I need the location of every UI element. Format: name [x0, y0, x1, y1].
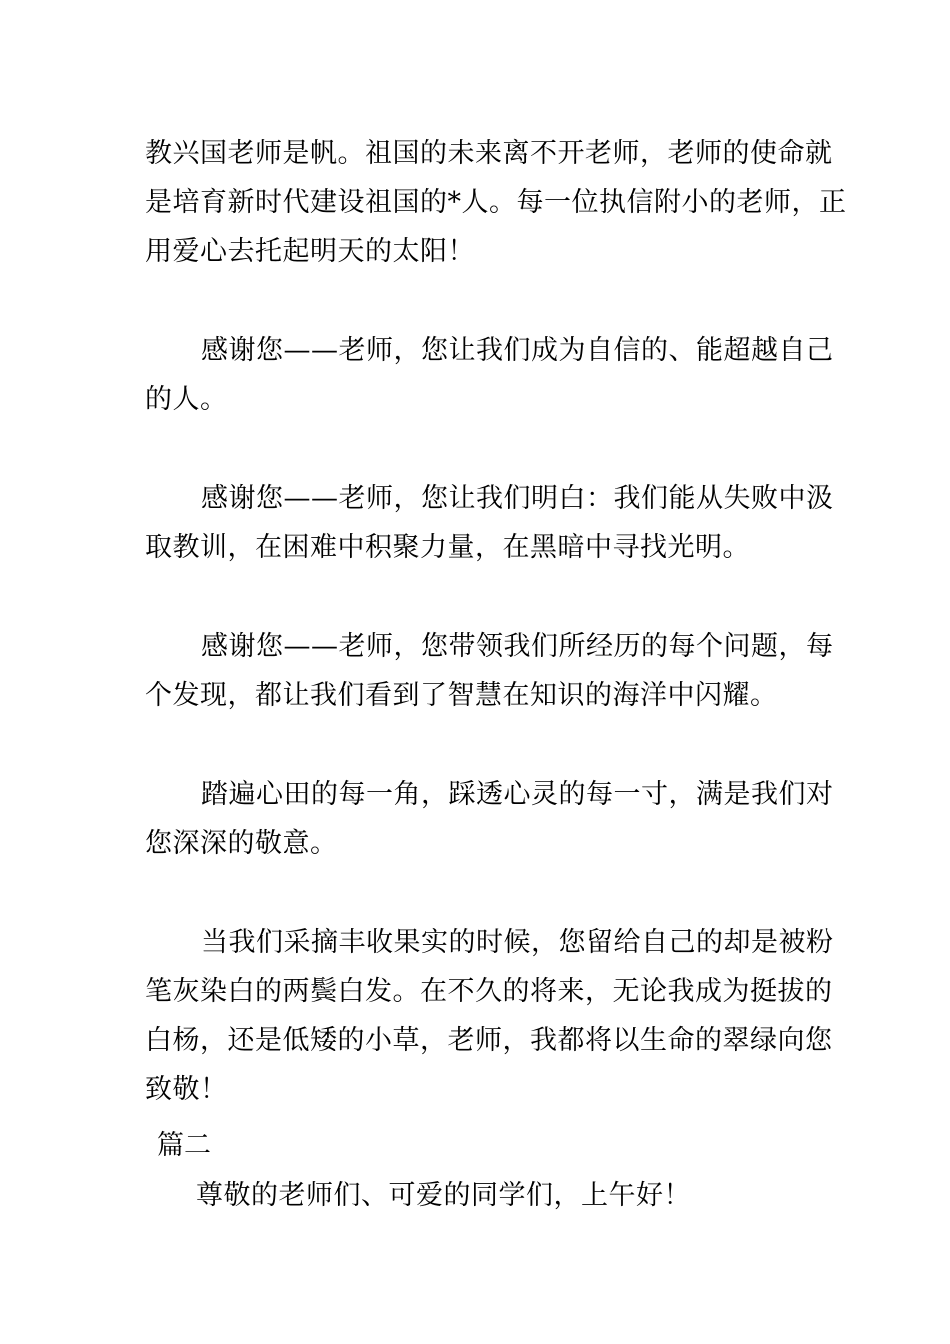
text-line: 当我们采摘丰收果实的时候，您留给自己的却是被粉 [201, 927, 834, 958]
paragraph-teachers-sail [145, 129, 847, 276]
text-line: 教兴国老师是帆。祖国的未来离不开老师，老师的使命就 [145, 138, 833, 169]
paragraph-harvest [145, 918, 834, 1114]
text-line: 感谢您——老师，您让我们明白：我们能从失败中汲 [201, 483, 834, 514]
section-heading: 篇二 [157, 1130, 211, 1161]
text-line: 您深深的敬意。 [145, 828, 338, 859]
text-line: 是培育新时代建设祖国的*人。每一位执信附小的老师，正 [145, 187, 847, 218]
paragraph-respect [145, 770, 834, 868]
text-line: 笔灰染白的两鬓白发。在不久的将来，无论我成为挺拔的 [145, 976, 833, 1007]
text-line: 用爱心去托起明天的太阳！ [145, 236, 475, 267]
greeting-line: 尊敬的老师们、可爱的同学们，上午好！ [196, 1180, 691, 1211]
paragraph-thanks-lessons [145, 474, 834, 572]
text-line: 感谢您——老师，您让我们成为自信的、能超越自己 [201, 335, 834, 366]
text-line: 的人。 [145, 384, 228, 415]
text-line: 白杨，还是低矮的小草，老师，我都将以生命的翠绿向您 [145, 1025, 833, 1056]
paragraph-thanks-wisdom [145, 622, 834, 720]
text-line: 个发现，都让我们看到了智慧在知识的海洋中闪耀。 [145, 680, 778, 711]
text-line: 踏遍心田的每一角，踩透心灵的每一寸，满是我们对 [201, 779, 834, 810]
text-line: 感谢您——老师，您带领我们所经历的每个问题，每 [201, 631, 834, 662]
text-line: 取教训，在困难中积聚力量，在黑暗中寻找光明。 [145, 532, 750, 563]
paragraph-thanks-confidence [145, 326, 834, 424]
text-line: 致敬！ [145, 1074, 228, 1105]
